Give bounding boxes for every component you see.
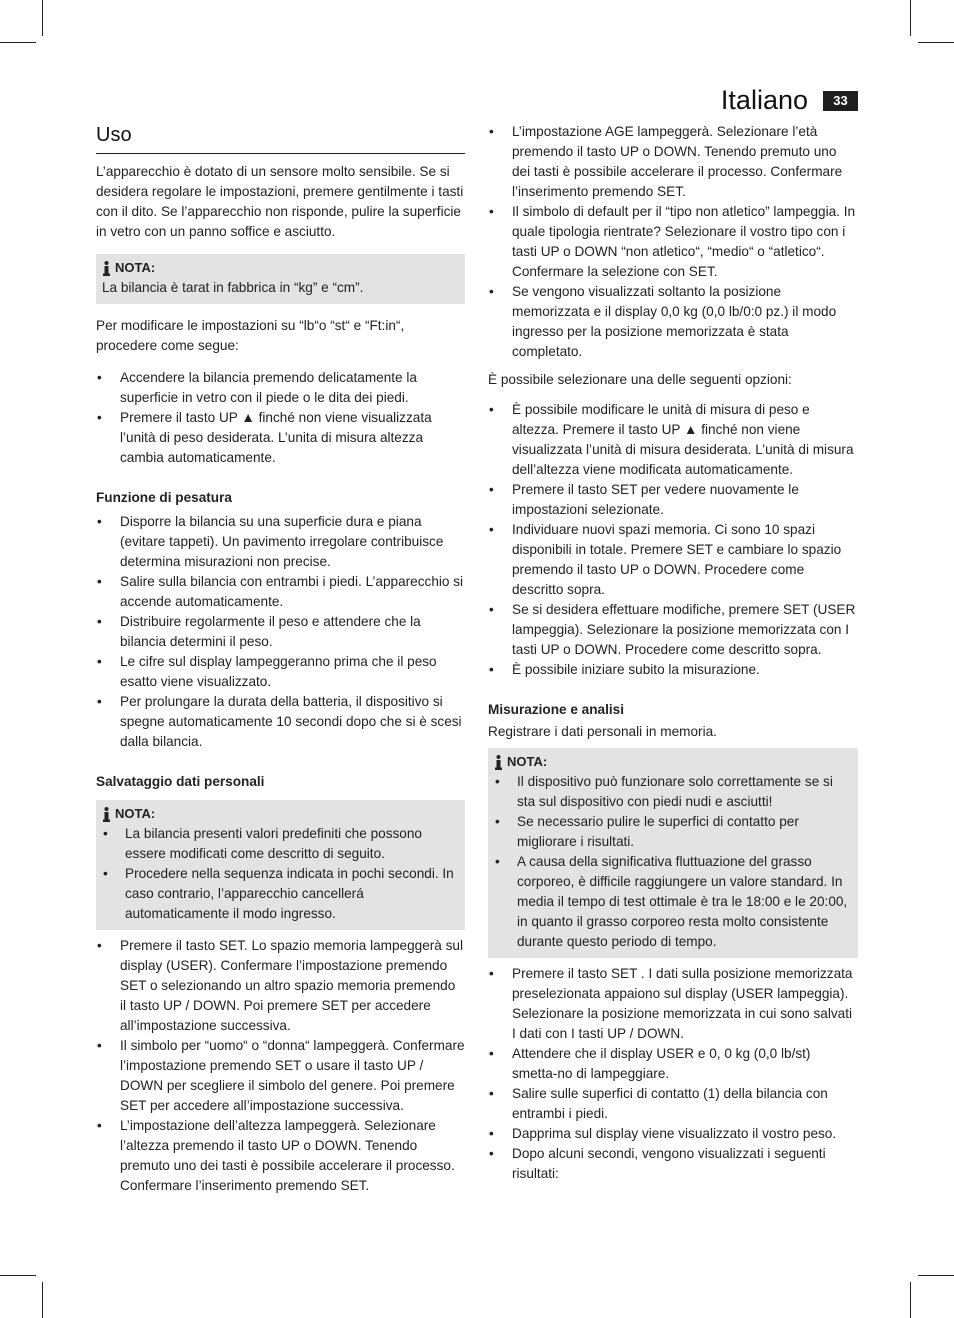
list-item: • A causa della significativa fluttuazione del grasso corporeo, è difficile raggiungere un valore standard. In media il tempo di test ottimale è tra le 18:00 e le 20:00, in quanto il grasso corporeo resta molto consistente durante questo periodo di tempo. — [494, 852, 852, 952]
list-item: • È possibile modificare le unità di misura di peso e altezza. Premere il tasto UP ▲ finché non viene visualizzata l’unità di misura desiderata. L’unità di misura dell’altezza viene modificata automaticamente. — [488, 400, 858, 480]
note-list — [494, 772, 852, 952]
list-item: • L’impostazione AGE lampeggerà. Selezionare l’età premendo il tasto UP o DOWN. Tenendo premuto uno dei tasti è possibile accelerare il processo. Confermare l’inserimento premendo SET. — [488, 122, 858, 202]
list-item: • Se vengono visualizzati soltanto la posizione memorizzata e il display 0,0 kg (0,0 lb/0:0 pz.) il modo ingresso per la posizione memorizzata è stata completato. — [488, 282, 858, 362]
measure-intro: Registrare i dati personali in memoria. — [488, 724, 717, 739]
list-item: • Individuare nuovi spazi memoria. Ci sono 10 spazi disponibili in totale. Premere SET e cambiare lo spazio premendo il tasto UP o DOWN. Procedere come descritto sopra. — [488, 520, 858, 600]
list-item: • Le cifre sul display lampeggeranno prima che il peso esatto viene visualizzato. — [96, 652, 465, 692]
list-item: • Dopo alcuni secondi, vengono visualizzati i seguenti risultati: — [488, 1144, 858, 1184]
note-label: NOTA: — [115, 806, 156, 821]
crop-mark — [0, 42, 36, 43]
list-item: • Se necessario pulire le superfici di contatto per migliorare i risultati. — [494, 812, 852, 852]
note-box — [488, 748, 858, 958]
list-item: • Per prolungare la durata della batteria, il dispositivo si spegne automaticamente 10 secondi dopo che si è scesi dalla bilancia. — [96, 692, 465, 752]
info-icon — [102, 807, 111, 822]
measure-list — [488, 964, 858, 1184]
note-box — [96, 800, 465, 930]
list-item: • La bilancia presenti valori predefiniti che possono essere modificati come descritto di seguito. — [102, 824, 459, 864]
list-item: • Premere il tasto SET per vedere nuovamente le impostazioni selezionate. — [488, 480, 858, 520]
info-icon — [102, 261, 111, 276]
section-title: Uso — [96, 122, 465, 154]
list-item: • Distribuire regolarmente il peso e attendere che la bilancia determini il peso. — [96, 612, 465, 652]
weigh-list — [96, 512, 465, 752]
list-item: • Procedere nella sequenza indicata in pochi secondi. In caso contrario, l’apparecchio cancellerá automaticamente il modo ingresso. — [102, 864, 459, 924]
crop-mark — [910, 1282, 911, 1318]
language-header: Italiano — [720, 85, 808, 115]
crop-mark — [918, 42, 954, 43]
list-item: • Dapprima sul display viene visualizzato il vostro peso. — [488, 1124, 858, 1144]
note-label: NOTA: — [507, 754, 548, 769]
info-icon — [494, 755, 503, 770]
crop-mark — [42, 1282, 43, 1318]
page-number: 33 — [823, 91, 858, 111]
list-item: • Se si desidera effettuare modifiche, premere SET (USER lampeggia). Selezionare la posizione memorizzata con I tasti UP o DOWN. Procedere come descritto sopra. — [488, 600, 858, 660]
list-item: • Premere il tasto SET . I dati sulla posizione memorizzata preselezionata appaiono sul display (USER lampeggia). Selezionare la posizione memorizzata in cui sono salvati I dati con I tasti UP / DOWN. — [488, 964, 858, 1044]
options-paragraph: È possibile selezionare una delle seguenti opzioni: — [488, 372, 792, 387]
left-column — [96, 122, 465, 1196]
save-heading: Salvataggio dati personali — [96, 774, 265, 789]
weigh-heading: Funzione di pesatura — [96, 490, 232, 505]
crop-mark — [42, 0, 43, 36]
list-item: • È possibile iniziare subito la misurazione. — [488, 660, 858, 680]
list-item: • Il simbolo per “uomo“ o “donna“ lampeggerà. Confermare l’impostazione premendo SET o usare il tasto UP / DOWN per scegliere il simbolo del genere. Poi premere SET per accedere all’impostazione successiva. — [96, 1036, 465, 1116]
note-list — [102, 824, 459, 924]
save-list — [96, 936, 465, 1196]
list-item: • Attendere che il display USER e 0, 0 kg (0,0 lb/st) smetta-no di lampeggiare. — [488, 1044, 858, 1084]
right-column — [488, 122, 858, 1184]
intro-paragraph: L’apparecchio è dotato di un sensore molto sensibile. Se si desidera regolare le impostazioni, premere gentilmente i tasti con il dito. Se l’apparecchio non risponde, pulire la superficie in vetro con un panno soffice e asciutto. — [96, 164, 464, 239]
crop-mark — [910, 0, 911, 36]
setup-list — [488, 122, 858, 362]
list-item: • Disporre la bilancia su una superficie dura e piana (evitare tappeti). Un pavimento irregolare contribuisce determina misurazioni non precise. — [96, 512, 465, 572]
list-item: • L’impostazione dell’altezza lampeggerà. Selezionare l’altezza premendo il tasto UP o DOWN. Tenendo premuto uno dei tasti è possibile accelerare il processo. Confermare l’inserimento premendo SET. — [96, 1116, 465, 1196]
list-item: • Premere il tasto SET. Lo spazio memoria lampeggerà sul display (USER). Confermare l’impostazione premendo SET o selezionando un altro spazio memoria premendo il tasto UP / DOWN. Poi premere SET per accedere all’impostazione successiva. — [96, 936, 465, 1036]
note-header — [102, 258, 459, 278]
list-item: • Salire sulle superfici di contatto (1) della bilancia con entrambi i piedi. — [488, 1084, 858, 1124]
list-item: • Accendere la bilancia premendo delicatamente la superficie in vetro con il piede o le dita dei piedi. — [96, 368, 465, 408]
crop-mark — [0, 1275, 36, 1276]
list-item: • Premere il tasto UP ▲ finché non viene visualizzata l’unità di peso desiderata. L’unita di misura altezza cambia automaticamente. — [96, 408, 465, 468]
units-paragraph: Per modificare le impostazioni su “lb“o “st“ e “Ft:in“, procedere come segue: — [96, 318, 405, 353]
note-header — [102, 804, 459, 824]
list-item: • Il dispositivo può funzionare solo correttamente se si sta sul dispositivo con piedi nudi e asciutti! — [494, 772, 852, 812]
note-label: NOTA: — [115, 260, 156, 275]
measure-heading: Misurazione e analisi — [488, 702, 624, 717]
options-list — [488, 400, 858, 680]
list-item: • Salire sulla bilancia con entrambi i piedi. L’apparecchio si accende automaticamente. — [96, 572, 465, 612]
note-text: La bilancia è tarat in fabbrica in “kg” e “cm”. — [102, 280, 364, 295]
units-list — [96, 368, 465, 468]
crop-mark — [918, 1275, 954, 1276]
note-header — [494, 752, 852, 772]
note-box — [96, 254, 465, 304]
list-item: • Il simbolo di default per il “tipo non atletico” lampeggia. In quale tipologia rientrate? Selezionare il vostro tipo con i tasti UP o DOWN “non atletico“, “medio“ o “atletico“. Confermare la selezione con SET. — [488, 202, 858, 282]
